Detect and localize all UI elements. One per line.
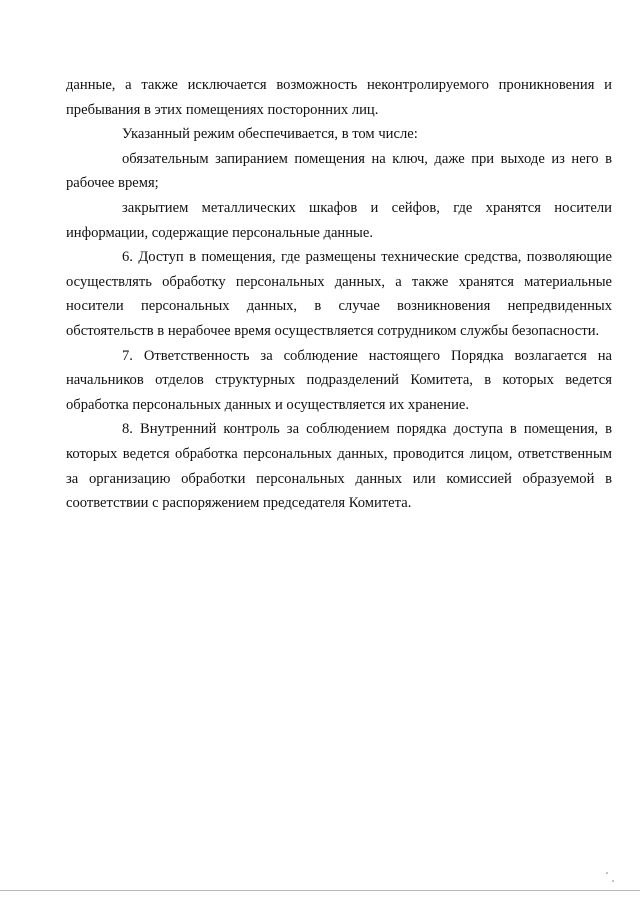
paragraph-item-8: 8. Внутренний контроль за соблюдением порядка доступа в помещения, в которых ведется обработка персональных данных, проводится лицом, ответственным за организацию обработки персональных данных или комиссией образуемой в соответствии с распоряжением председателя Комитета. <box>66 421 612 512</box>
paragraph-continuation: данные, а также исключается возможность неконтролируемого проникновения и пребывания в этих помещениях посторонних лиц. <box>66 77 612 118</box>
scan-artifact <box>612 880 614 882</box>
paragraph-item-6: 6. Доступ в помещения, где размещены технические средства, позволяющие осуществлять обработку персональных данных, а также хранятся материальные носители персональных данных, в случае возникновения непредвиденных обстоятельств в нерабочее время осуществляется сотрудником службы безопасности. <box>66 249 612 339</box>
document-body <box>66 73 612 516</box>
scan-artifact <box>606 872 608 874</box>
page-bottom-edge <box>0 890 640 891</box>
paragraph-locking: обязательным запиранием помещения на ключ, даже при выходе из него в рабочее время; <box>66 150 612 192</box>
paragraph-cabinets: закрытием металлических шкафов и сейфов, где хранятся носители информации, содержащие персональные данные. <box>66 199 612 241</box>
paragraph-regime-intro: Указанный режим обеспечивается, в том числе: <box>122 126 418 143</box>
paragraph-item-7: 7. Ответственность за соблюдение настоящего Порядка возлагается на начальников отделов структурных подразделений Комитета, в которых ведется обработка персональных данных и осуществляется их хранение. <box>66 347 612 413</box>
